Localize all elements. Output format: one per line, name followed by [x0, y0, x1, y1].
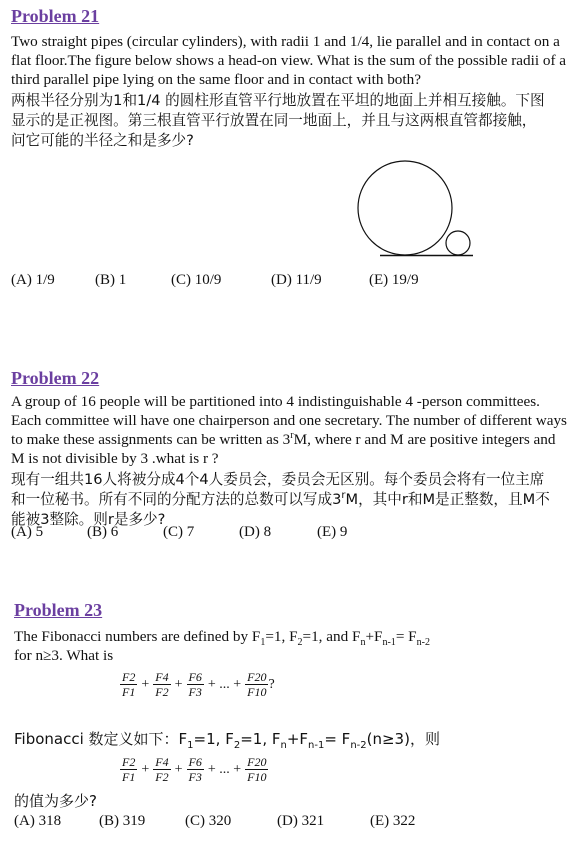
option-d[interactable]: (D) 8	[239, 524, 272, 540]
option-c[interactable]: (C) 320	[185, 813, 232, 829]
option-e[interactable]: (E) 322	[370, 813, 416, 829]
option-d[interactable]: (D) 321	[277, 813, 325, 829]
problem-21	[11, 6, 567, 151]
problem-23-cn-intro: Fibonacci 数定义如下：$F_1=1$, $F_2=1$, $F_n+F_{n-1}= F_{n-2}(n\ge 3)$，则	[14, 730, 440, 751]
problem-21-options	[11, 271, 567, 289]
option-b[interactable]: (B) 319	[99, 813, 146, 829]
fibonacci-sum-expression-en: $\frac{F2}{F1}$ + $\frac{F4}{F2}$ + $\frac{F6}{F3}$ + ... + $\frac{F20}{F10}$ ?	[122, 670, 275, 699]
problem-21-title: Problem 21	[11, 6, 100, 26]
frac-3: $\frac{F6}{F3}$	[188, 670, 202, 699]
problem-22	[11, 368, 567, 530]
tangent-circles-figure	[355, 158, 475, 260]
problem-22-text-cn: 现有一组共16人将被分成4个4人委员会，委员会无区别。每个委员会将有一位主席和一位秘书。所有不同的分配方法的总数可以写成3$^r$M，其中r和M是正整数，且M不能被3整除。则r是多少?	[11, 471, 550, 528]
option-e[interactable]: (E) 19/9	[369, 272, 419, 288]
option-d[interactable]: (D) 11/9	[271, 272, 322, 288]
problem-23-options	[14, 812, 570, 830]
problem-22-title: Problem 22	[11, 368, 100, 388]
problem-23-cn-tail: 的值为多少?	[14, 792, 97, 810]
large-circle	[358, 161, 452, 255]
problem-23	[14, 600, 570, 665]
option-a[interactable]: (A) 1/9	[11, 272, 55, 288]
problem-23-intro: The Fibonacci numbers are defined by $F_1=1$, $F_2=1$, and $F_n+F_{n-1}= F_{n-2}$	[14, 628, 430, 649]
fibonacci-sum-expression-cn: $\frac{F2}{F1}$ + $\frac{F4}{F2}$ + $\frac{F6}{F3}$ + ... + $\frac{F20}{F10}$	[122, 755, 267, 784]
option-b[interactable]: (B) 1	[95, 272, 127, 288]
frac-2: $\frac{F4}{F2}$	[155, 670, 169, 699]
option-a[interactable]: (A) 318	[14, 813, 62, 829]
problem-22-options	[11, 523, 567, 541]
problem-23-title: Problem 23	[14, 600, 103, 620]
frac-4: $\frac{F20}{F10}$	[247, 670, 267, 699]
option-b[interactable]: (B) 6	[87, 524, 119, 540]
problem-21-text-cn: 两根半径分别为1和1/4 的圆柱形直管平行地放置在平坦的地面上并相互接触。下图显示的是正视图。第三根直管平行放置在同一地面上，并且与这两根直管都接触，问它可能的半径之和是多少?	[11, 92, 545, 149]
problem-23-cn	[14, 729, 570, 749]
small-circle	[446, 231, 470, 255]
option-e[interactable]: (E) 9	[317, 524, 348, 540]
option-a[interactable]: (A) 5	[11, 524, 44, 540]
problem-22-text-en: A group of 16 people will be partitioned into 4 indistinguishable 4 -person committees. Each committee will have one chairperson and one secretary. The number of different ways to make these assignments can be written as 3$^r$M, where r and M are positive integers and M is not divisible by 3 .what is r ?	[11, 393, 567, 467]
problem-21-text-en: Two straight pipes (circular cylinders), with radii 1 and 1/4, lie parallel and in contact on a flat floor.The figure below shows a head-on view. What is the sum of the possible radii of a third parallel pipe lying on the same floor and in contact with both?	[11, 33, 567, 88]
frac-1: $\frac{F2}{F1}$	[122, 670, 136, 699]
problem-23-line2: for n≥3. What is	[14, 647, 114, 664]
option-c[interactable]: (C) 7	[163, 524, 195, 540]
option-c[interactable]: (C) 10/9	[171, 272, 222, 288]
